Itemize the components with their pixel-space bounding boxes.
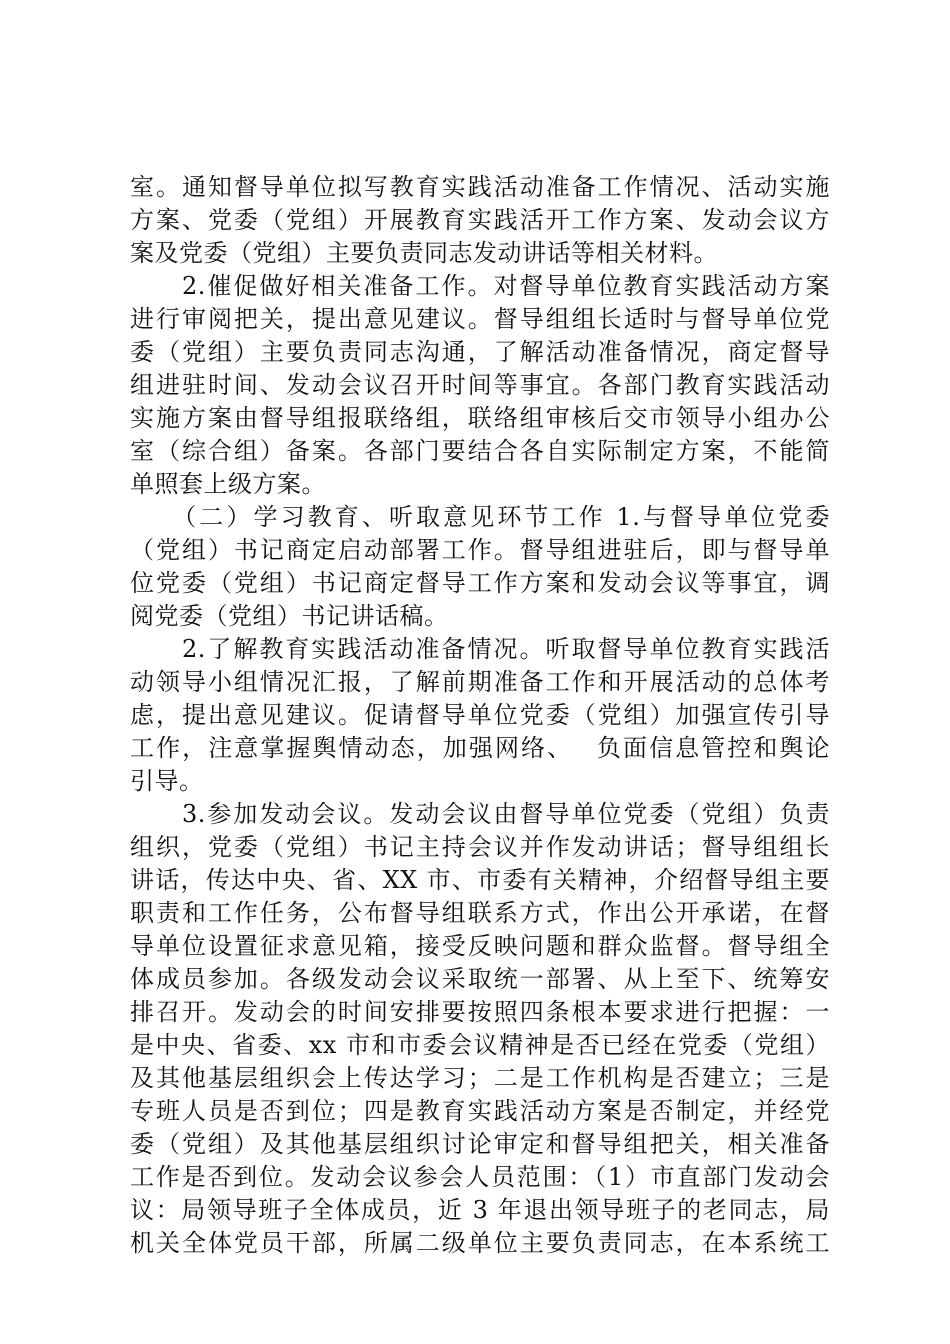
text-line: 实施方案由督导组报联络组，联络组审核后交市领导小组办公 (130, 404, 830, 432)
text-line: 工作是否到位。发动会议参会人员范围：（1）市直部门发动会 (130, 1163, 830, 1191)
text-line: 议：局领导班子全体成员，近 3 年退出领导班子的老同志，局 (130, 1196, 830, 1224)
text-line: 2.了解教育实践活动准备情况。听取督导单位教育实践活 (130, 635, 830, 663)
text-line: 2.催促做好相关准备工作。对督导单位教育实践活动方案 (130, 272, 830, 300)
text-line: 委（党组）及其他基层组织讨论审定和督导组把关，相关准备 (130, 1130, 830, 1158)
text-line: 职责和工作任务，公布督导组联系方式，作出公开承诺，在督 (130, 899, 830, 927)
text-line: 排召开。发动会的时间安排要按照四条根本要求进行把握：一 (130, 998, 830, 1026)
text-line: 方案、党委（党组）开展教育实践活开工作方案、发动会议方 (130, 206, 830, 234)
document-body (130, 171, 830, 1260)
text-line: 组织，党委（党组）书记主持会议并作发动讲话；督导组组长 (130, 833, 830, 861)
text-line: 导单位设置征求意见箱，接受反映问题和群众监督。督导组全 (130, 932, 830, 960)
text-line: 位党委（党组）书记商定督导工作方案和发动会议等事宜，调 (130, 569, 830, 597)
text-line: 是中央、省委、xx 市和市委会议精神是否已经在党委（党组） (130, 1031, 830, 1059)
text-line: 及其他基层组织会上传达学习；二是工作机构是否建立；三是 (130, 1064, 830, 1092)
text-line: 讲话，传达中央、省、XX 市、市委有关精神，介绍督导组主要 (130, 866, 830, 894)
text-line: 虑，提出意见建议。促请督导单位党委（党组）加强宣传引导 (130, 701, 830, 729)
text-line: 机关全体党员干部，所属二级单位主要负责同志，在本系统工 (130, 1229, 830, 1257)
text-line: 阅党委（党组）书记讲话稿。 (130, 602, 449, 630)
text-line: 3.参加发动会议。发动会议由督导单位党委（党组）负责 (130, 800, 830, 828)
text-line: 委（党组）主要负责同志沟通，了解活动准备情况，商定督导 (130, 338, 830, 366)
text-line: （二）学习教育、听取意见环节工作 1.与督导单位党委 (130, 503, 830, 531)
text-line: 进行审阅把关，提出意见建议。督导组组长适时与督导单位党 (130, 305, 830, 333)
text-line: 体成员参加。各级发动会议采取统一部署、从上至下、统筹安 (130, 965, 830, 993)
text-line: 单照套上级方案。 (130, 470, 326, 498)
text-line: 专班人员是否到位；四是教育实践活动方案是否制定，并经党 (130, 1097, 830, 1125)
text-line: 动领导小组情况汇报，了解前期准备工作和开展活动的总体考 (130, 668, 830, 696)
text-line: 案及党委（党组）主要负责同志发动讲话等相关材料。 (130, 239, 718, 267)
text-line: 工作，注意掌握舆情动态，加强网络、 负面信息管控和舆论 (130, 734, 830, 762)
text-line: 室。通知督导单位拟写教育实践活动准备工作情况、活动实施 (130, 173, 830, 201)
text-line: （党组）书记商定启动部署工作。督导组进驻后，即与督导单 (130, 536, 830, 564)
text-line: 室（综合组）备案。各部门要结合各自实际制定方案，不能简 (130, 437, 830, 465)
text-line: 组进驻时间、发动会议召开时间等事宜。各部门教育实践活动 (130, 371, 830, 399)
text-line: 引导。 (130, 767, 204, 795)
